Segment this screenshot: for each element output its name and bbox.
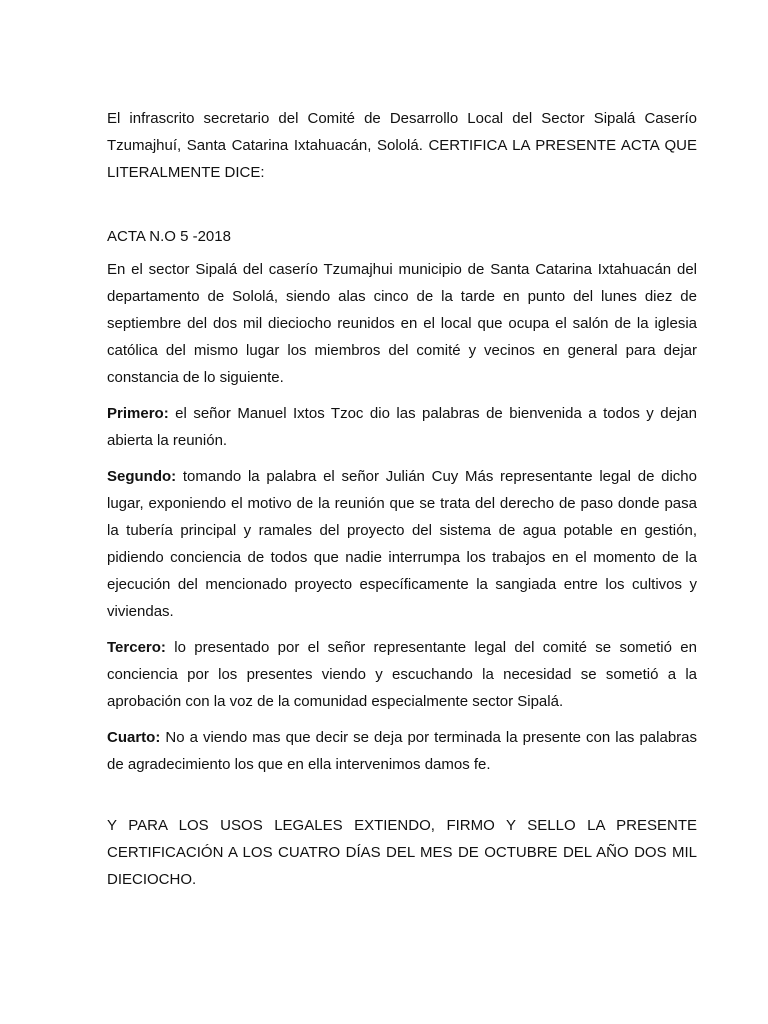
point-text: el señor Manuel Ixtos Tzoc dio las palabras de bienvenida a todos y dejan abierta la reunión.: [107, 405, 697, 449]
opening-paragraph: En el sector Sipalá del caserío Tzumajhui municipio de Santa Catarina Ixtahuacán del departamento de Sololá, siendo alas cinco de la tarde en punto del lunes diez de septiembre del dos mil dieciocho reunidos en el local que ocupa el salón de la iglesia católica del mismo lugar los miembros del comité y vecinos en general para dejar constancia de lo siguiente.: [107, 261, 697, 386]
point-primero: [107, 400, 697, 454]
document-page: [107, 105, 697, 893]
point-label: Cuarto:: [107, 729, 161, 746]
acta-title: ACTA N.O 5 -2018: [107, 228, 231, 245]
point-text: No a viendo mas que decir se deja por terminada la presente con las palabras de agradecimiento los que en ella intervenimos damos fe.: [107, 729, 697, 773]
closing-paragraph: Y PARA LOS USOS LEGALES EXTIENDO, FIRMO Y SELLO LA PRESENTE CERTIFICACIÓN A LOS CUATRO DÍAS DEL MES DE OCTUBRE DEL AÑO DOS MIL DIECIOCHO.: [107, 817, 697, 888]
point-label: Segundo:: [107, 468, 177, 485]
point-tercero: [107, 634, 697, 715]
point-text: lo presentado por el señor representante legal del comité se sometió en conciencia por los presentes viendo y escuchando la necesidad se sometió a la aprobación con la voz de la comunidad especialmente sector Sipalá.: [107, 639, 697, 710]
point-label: Primero:: [107, 405, 169, 422]
point-text: tomando la palabra el señor Julián Cuy Más representante legal de dicho lugar, exponiendo el motivo de la reunión que se trata del derecho de paso donde pasa la tubería principal y ramales del proyecto del sistema de agua potable en gestión, pidiendo conciencia de todos que nadie interrumpa los trabajos en el momento de la ejecución del mencionado proyecto específicamente la sangiada entre los cultivos y viviendas.: [107, 468, 697, 620]
intro-paragraph: El infrascrito secretario del Comité de Desarrollo Local del Sector Sipalá Caserío Tzumajhuí, Santa Catarina Ixtahuacán, Sololá. CERTIFICA LA PRESENTE ACTA QUE LITERALMENTE DICE:: [107, 110, 697, 181]
point-segundo: [107, 463, 697, 625]
point-cuarto: [107, 724, 697, 778]
point-label: Tercero:: [107, 639, 166, 656]
